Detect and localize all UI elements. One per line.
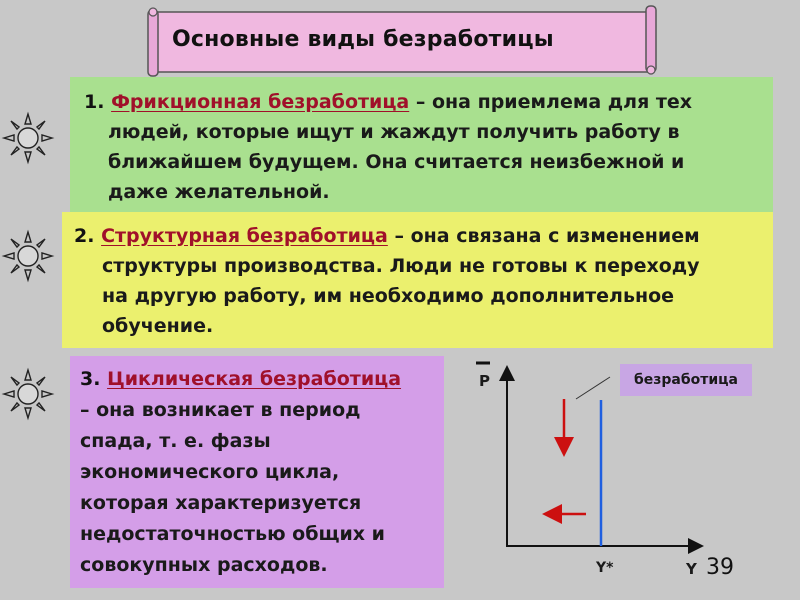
item-term: Циклическая безработица: [107, 368, 402, 390]
item-term: Фрикционная безработица: [111, 91, 410, 113]
item-line: которая характеризуется: [80, 492, 362, 514]
item-line: спада, т. е. фазы: [80, 430, 271, 452]
page-title: Основные виды безработицы: [172, 27, 554, 52]
structural-unemployment-box: [62, 212, 773, 348]
legend-label: безработица: [620, 364, 752, 396]
sun-icon: [0, 110, 56, 166]
item-line: людей, которые ищут и жаждут получить работу в: [108, 121, 680, 143]
item-line: [84, 87, 759, 117]
slide-number: 39: [706, 555, 734, 580]
item-number: 2.: [74, 225, 95, 247]
item-line: структуры производства. Люди не готовы к переходу: [102, 255, 700, 277]
item-line: ближайшем будущем. Она считается неизбежной и: [108, 151, 685, 173]
item-line: на другую работу, им необходимо дополнительное: [102, 285, 675, 307]
x-axis-label: Y: [686, 560, 697, 578]
sun-icon: [0, 366, 56, 422]
item-line: обучение.: [102, 315, 214, 337]
item-term: Структурная безработица: [101, 225, 388, 247]
sun-icon: [0, 228, 56, 284]
item-line: – она возникает в период: [80, 399, 361, 421]
item-line: экономического цикла,: [80, 461, 340, 483]
x-marker-label: Y*: [596, 560, 614, 576]
item-text: – она приемлема для тех: [409, 91, 693, 113]
item-line: совокупных расходов.: [80, 554, 328, 576]
item-number: 3.: [80, 368, 101, 390]
legend-pointer: [576, 377, 610, 399]
item-line: [74, 221, 759, 251]
item-line: недостаточностью общих и: [80, 523, 385, 545]
item-text: – она связана с изменением: [387, 225, 700, 247]
item-line: [80, 364, 434, 395]
y-axis-label: P: [479, 372, 490, 390]
item-line: даже желательной.: [108, 181, 330, 203]
cyclical-unemployment-box: [70, 356, 444, 588]
item-number: 1.: [84, 91, 105, 113]
frictional-unemployment-box: [70, 77, 773, 214]
